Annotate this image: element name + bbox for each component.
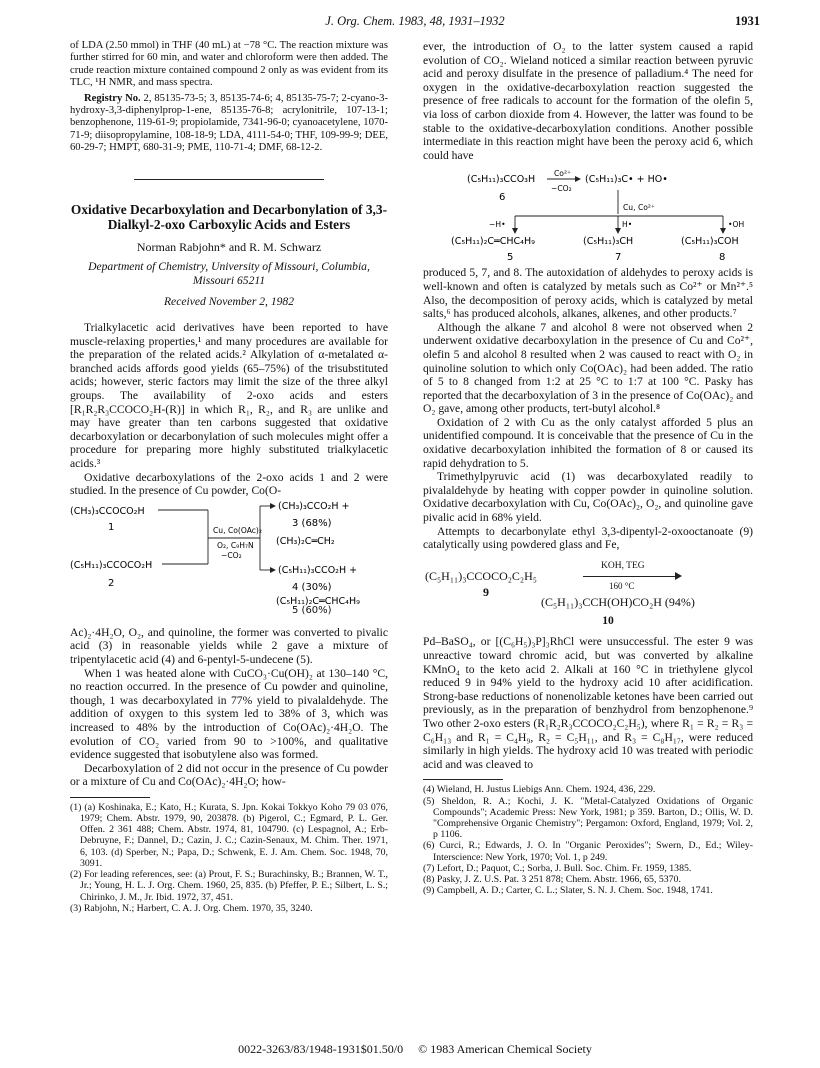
footnote-separator — [423, 779, 503, 780]
footnote: (1) (a) Koshinaka, E.; Kato, H.; Kurata, S. Jpn. Kokai Tokkyo Koho 79 03 076, 1979; Chem. Abstr. 1979, 90, 203878. (b) Pigerol, C.; Egmard, P. L. Ger. Offen. 2 361 488; Chem. Abstr. 1974, 81, 104790. (c) Lespagnol, A.; Erb-Debruyne, F.; Dannel, D.; Cazin, J. C.; Cazin-Senaux, M. Chim. Ther. 1971, 6, 103. (d) Sperber, N.; Papa, D.; Schwenk, E. J. Am. Chem. Soc. 1948, 70, 3091. — [70, 801, 388, 869]
equation-arrowhead — [675, 572, 682, 580]
equation-reactant: (C₅H₁₁)₃CCOCO₂C₂H₅ — [425, 568, 537, 583]
scheme-label-5: 5 — [507, 252, 514, 263]
footnotes-left — [70, 802, 388, 914]
scheme-catalyst: Co²⁺ — [554, 170, 572, 179]
equation-arrow — [583, 576, 679, 577]
scheme-minus-h: −H• — [489, 220, 506, 230]
scheme-reagent-bottom: O₂, C₉H₇N — [217, 540, 254, 550]
scheme-product: (C₅H₁₁)₃CCO₂H + — [278, 564, 358, 576]
footnote: (2) For leading references, see: (a) Prout, F. S.; Burachinsky, B.; Brannen, W. T., Jr.; Young, H. L. J. Org. Chem. 1960, 25, 835. (b) Pfeffer, P. E.; Silbert, L. S.; Chirinko, J. M., Jr. Ibid. 1972, 37, 451. — [70, 869, 388, 903]
article-authors: Norman Rabjohn* and R. M. Schwarz — [136, 239, 322, 254]
page-footer — [70, 1042, 760, 1057]
right-column — [423, 40, 753, 896]
body-paragraph: Attempts to decarbonylate ethyl 3,3-dipentyl-2-oxooctanoate (9) catalytically using powdered glass and Fe, — [423, 524, 753, 552]
equation-temperature: 160 °C — [609, 580, 635, 591]
scheme-label-1: 1 — [108, 521, 115, 533]
scheme-arrowhead — [575, 176, 581, 182]
scheme-arrowhead — [512, 228, 518, 234]
scheme-label-6: 6 — [499, 192, 506, 204]
scheme-arrowhead — [270, 503, 276, 509]
body-paragraph: Decarboxylation of 2 did not occur in the presence of Cu powder or a mixture of Cu and Co(OAc)₂·4H₂O; how- — [70, 761, 388, 789]
scheme-reagent-loss: −CO₂ — [221, 550, 242, 560]
scheme-reactant-1: (CH₃)₃CCOCO₂H — [70, 505, 145, 517]
scheme-radical: (C₅H₁₁)₃C• + HO• — [585, 174, 668, 186]
scheme-arrowhead — [720, 228, 726, 234]
footnote: (7) Lefort, D.; Paquot, C.; Sorba, J. Bull. Soc. Chim. Fr. 1959, 1385. — [423, 862, 692, 874]
scheme-product-yield: 3 (68%) — [292, 517, 332, 529]
scheme-loss: −CO₂ — [551, 184, 572, 194]
body-paragraph: Trialkylacetic acid derivatives have been reported to have muscle-relaxing properties,¹ and many procedures are available for the preparation of the related acids.² Alkylation of α-metalated α-branched acids affords good yields (65–75%) of the trisubstituted acids; however, steric factors may limit the size of the three alkyl groups. The availability of 2-oxo acids and esters [R₁R₂R₃CCOCO₂H-(R)] in which R₁, R₂, and R₃ are unlike and may have greater than ten carbons suggested that oxidative decarboxylation or decarbonylation of such molecules might offer a procedure for preparing more highly substituted trialkylacetic acids.³ — [70, 321, 388, 470]
received-date: Received November 2, 1982 — [163, 295, 295, 309]
scheme-product-yield: 4 (30%) — [292, 581, 332, 593]
footnote: (3) Rabjohn, N.; Harbert, C. A. J. Org. Chem. 1970, 35, 3240. — [70, 902, 313, 914]
scheme-cu-co: Cu, Co²⁺ — [623, 203, 655, 213]
scheme-product-yield: 5 (60%) — [292, 604, 332, 616]
scheme-reagent-top: Cu, Co(OAc)₂ — [213, 525, 262, 535]
page-header — [70, 14, 760, 32]
scheme-plus-h: H• — [622, 220, 633, 230]
body-paragraph: Oxidation of 2 with Cu as the only catalyst afforded 5 plus an unidentified compound. It is conceivable that the presence of Cu in the oxidative decarboxylation inhibited the formation of 8 or caused its rapid dehydration to 5. — [423, 415, 753, 470]
article-code: 0022-3263/83/1948-1931$01.50/0 — [238, 1042, 404, 1056]
scheme-olefin: (C₅H₁₁)₂C═CHC₄H₉ — [451, 236, 535, 248]
footnote: (9) Campbell, A. D.; Carter, C. L.; Slater, S. N. J. Chem. Soc. 1948, 1741. — [423, 885, 713, 897]
page-number: 1931 — [735, 14, 760, 28]
body-paragraph: Pd–BaSO₄, or [(C₆H₅)₃P]₃RhCl were unsuccessful. The ester 9 was unreactive toward chromic acid, but was converted by alkaline KMnO₄ to the keto acid 2. Alkali at 160 °C in triethylene glycol reduced 9 in 94% yield to the hydroxy acid 10 after acidification. Strong-base reductions of nonenolizable ketones have been carried out previously, as in the preparation of benzhydrol from benzophenone.⁹ Two other 2-oxo esters (R₁R₂R₃CCOCO₂C₂H₅), where R₁ = R₂ = R₃ = C₆H₁₃ and R₁ = C₄H₉, R₂ = C₅H₁₁, and R₃ = C₈H₁₇, were reduced similarly in high yields. The hydroxy acid 10 was treated with periodic acid and was cleaved to — [423, 635, 753, 771]
scheme-plus-oh: •OH — [728, 220, 745, 230]
reaction-equation — [423, 560, 753, 616]
registry-numbers — [70, 93, 388, 155]
scheme-product: (CH₃)₂C═CH₂ — [276, 535, 335, 547]
scheme-arrowhead — [270, 567, 276, 573]
article-separator — [134, 179, 324, 180]
footnote: (8) Pasky, J. Z. U.S. Pat. 3 251 878; Chem. Abstr. 1966, 65, 5370. — [423, 873, 681, 885]
equation-product: (C₅H₁₁)₃CCH(OH)CO₂H (94%) — [541, 594, 695, 609]
footnotes-right — [423, 784, 753, 896]
reaction-scheme-1 — [70, 500, 388, 616]
scheme-label-2: 2 — [108, 577, 115, 589]
equation-reagent: KOH, TEG — [601, 560, 645, 571]
body-paragraph: produced 5, 7, and 8. The autoxidation of aldehydes to peroxy acids is well-known and often is catalyzed by metals such as Co²⁺ or Mn²⁺.⁵ Also, the decomposition of peroxy acids, which is catalyzed by metal salts,⁶ has produced alcohols, alkanes, alkenes, and other products.⁷ — [423, 266, 753, 321]
author-affiliation: Department of Chemistry, University of Missouri, Columbia, Missouri 65211 — [88, 260, 370, 287]
body-paragraph: Although the alkane 7 and alcohol 8 were not observed when 2 underwent oxidative decarboxylation in the presence of Cu and Co²⁺, olefin 5 and alcohol 8 resulted when 2 was caused to react with O₂ in quinoline solution to which only Co(OAc)₂ had been added. The ratio of 5 to 8 changed from 1:2 at 25 °C to 1:7 at 100 °C. Pasky has reported that the decarboxylation of 3 in the presence of Co(OAc)₂ and O₂ gave, among other products, tert-butyl alcohol.⁸ — [423, 320, 753, 416]
scheme-1-drawing — [70, 500, 388, 612]
scheme-reactant-2: (C₅H₁₁)₃CCOCO₂H — [70, 559, 153, 571]
equation-label-9: 9 — [483, 584, 489, 599]
article-title: Oxidative Decarboxylation and Decarbonylation of 3,3-Dialkyl-2-oxo Carboxylic Acids and Esters — [70, 201, 388, 233]
body-paragraph: Trimethylpyruvic acid (1) was decarboxylated readily to pivalaldehyde by heating with copper powder in quinoline solution. Oxidative decarboxylation with Cu, Co(OAc)₂, O₂, and quinoline gave pivalic acid in 68% yield. — [423, 470, 753, 525]
body-paragraph: ever, the introduction of O₂ to the latter system caused a rapid evolution of CO₂. Wieland noticed a similar reaction between pyruvic acid and peroxy disulfate in the presence of palladium.⁴ The need for oxygen in the oxidative-decarboxylation reaction suggested the presence of free radicals to account for the formation of the olefin 5, via loss of carbon dioxide from 4. However, the latter was found to be stable to the oxidative-decarboxylation conditions. Another possible intermediate in this reaction might have been the peroxy acid 6, which could have — [423, 40, 753, 162]
scheme-label-8: 8 — [719, 252, 726, 263]
scheme-2-drawing — [423, 170, 753, 262]
body-paragraph: When 1 was heated alone with CuCO₃·Cu(OH)₂ at 130–140 °C, no reaction occurred. In the presence of Cu powder and quinoline, though, 1 was decarboxylated in 77% yield to pivalaldehyde. The addition of oxygen to this system led to 38% of 3, which was increased to 48% by the introduction of Co(OAc)₂·4H₂O. The evolution of CO₂ varied from 90 to >100%, and qualitative evidence suggested that isobutylene also was formed. — [70, 666, 388, 762]
footnote-separator — [70, 797, 150, 798]
scheme-product: (C₅H₁₁)₂C═CHC₄H₉ — [276, 595, 360, 607]
previous-article-continuation: of LDA (2.50 mmol) in THF (40 mL) at −78 °C. The reaction mixture was further stirred for 60 min, and water and chloroform were then added. The crude reaction mixture contained compound 2 only as was evident from its TLC, ¹H NMR, and mass spectra. — [70, 40, 388, 89]
reaction-scheme-2 — [423, 170, 753, 262]
scheme-label-7: 7 — [615, 252, 622, 263]
registry-text: 2, 85135-73-5; 3, 85135-74-6; 4, 85135-75-7; 2-cyano-3-hydroxy-3,3-diphenylprop-1-ene, 85135-76-8; acrylonitrile, 107-13-1; benzophenone, 119-61-9; propiolamide, 7341-96-0; cyanoacetylene, 1070-71-9; diisopropylamine, 108-18-9; LDA, 4111-54-0; THF, 109-99-9; DEE, 60-29-7; HMPT, 680-31-9; PME, 110-71-4; DMF, 68-12-2. — [70, 92, 388, 154]
journal-citation: J. Org. Chem. 1983, 48, 1931–1932 — [325, 14, 505, 28]
body-paragraph: Oxidative decarboxylations of the 2-oxo acids 1 and 2 were studied. In the presence of Cu powder, Co(O- — [70, 470, 388, 498]
body-paragraph: Ac)₂·4H₂O, O₂, and quinoline, the former was converted to pivalic acid (3) in reasonable yields while 2 gave a mixture of tripentylacetic acid (4) and 6-pentyl-5-undecene (5). — [70, 625, 388, 666]
scheme-alkane: (C₅H₁₁)₃CH — [583, 236, 634, 248]
copyright: © 1983 American Chemical Society — [418, 1042, 592, 1056]
footnote: (4) Wieland, H. Justus Liebigs Ann. Chem. 1924, 436, 229. — [423, 784, 656, 796]
equation-label-10: 10 — [602, 613, 614, 627]
scheme-alcohol: (C₅H₁₁)₃COH — [681, 236, 739, 248]
left-column — [70, 40, 388, 914]
footnote: (5) Sheldon, R. A.; Kochi, J. K. "Metal-Catalyzed Oxidations of Organic Compounds"; Academic Press: New York, 1981; p 359. Barton, D.; Ollis, W. D. "Comprehensive Organic Chemistry"; Pergamon: Oxford, England, 1979; Vol. 2, p 1106. — [423, 795, 753, 841]
scheme-arrowhead — [615, 228, 621, 234]
footnote: (6) Curci, R.; Edwards, J. O. In "Organic Peroxides"; Swern, D., Ed.; Wiley-Interscience: New York, 1970; Vol. 1, p 249. — [423, 840, 753, 863]
registry-label: Registry No. — [84, 92, 141, 104]
scheme-product: (CH₃)₃CCO₂H + — [278, 500, 350, 512]
scheme-peracid: (C₅H₁₁)₃CCO₃H — [467, 174, 536, 186]
